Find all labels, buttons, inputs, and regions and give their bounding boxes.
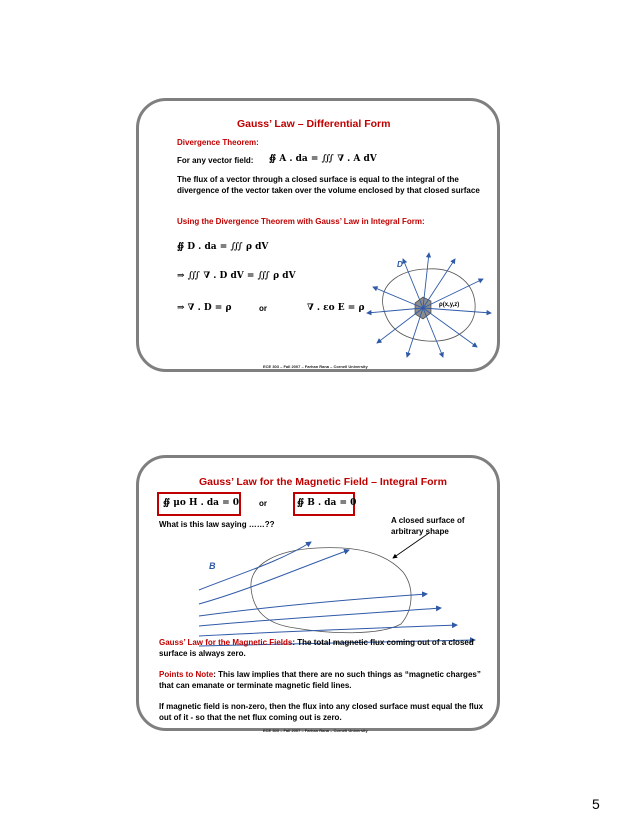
divergence-heading: Divergence Theorem:	[177, 138, 259, 147]
slide-title: Gauss’ Law – Differential Form	[237, 118, 391, 130]
nonzero-field-text: If magnetic field is non-zero, then the flux into any closed surface must equal the flux out of it - so that the net flux coming out is zero.	[159, 702, 484, 722]
surface-note: A closed surface of arbitrary shape	[391, 516, 465, 536]
volume-integral-equation: ⇒ ∭ ∇ . D dV = ∭ ρ dV	[177, 271, 296, 281]
differential-gauss-equation: ⇒ ∇ . D = ρ	[177, 303, 232, 313]
divergence-figure	[365, 251, 495, 361]
d-field-label: D	[397, 260, 403, 269]
points-heading: Points to Note	[159, 670, 214, 679]
h-flux-equation: ∯ μo H . da = 0	[163, 498, 240, 508]
magnetic-field-figure	[179, 528, 479, 648]
b-flux-equation: ∯ B . da = 0	[297, 498, 357, 508]
integral-gauss-equation: ∯ D . da = ∭ ρ dV	[177, 242, 269, 252]
slide-magnetic-field	[136, 455, 500, 731]
rho-label: ρ(x,y,z)	[439, 302, 460, 308]
slide-differential-form	[136, 98, 500, 372]
question-text: What is this law saying ……??	[159, 520, 275, 529]
law-heading: Gauss’ Law for the Magnetic Fields	[159, 638, 293, 647]
epsilon-e-equation: ∇ . εo E = ρ	[307, 303, 365, 313]
field-lines	[199, 542, 475, 646]
law-statement	[159, 638, 481, 659]
or-label: or	[259, 304, 267, 313]
using-theorem-heading: Using the Divergence Theorem with Gauss’ Law in Integral Form:	[177, 217, 425, 226]
points-text: : This law implies that there are no such things as “magnetic charges” that can emanate or terminate magnetic field lines.	[159, 670, 481, 690]
page-number: 5	[592, 796, 600, 812]
slide-footer: ECE 303 – Fall 2007 – Farhan Rana – Cornell University	[263, 728, 368, 733]
flux-paragraph: The flux of a vector through a closed surface is equal to the integral of the divergence of the vector taken over the volume enclosed by that closed surface	[177, 175, 480, 195]
points-to-note	[159, 670, 481, 691]
law-text: : The total magnetic flux coming out of a closed surface is always zero.	[159, 638, 474, 658]
slide-footer: ECE 303 – Fall 2007 – Farhan Rana – Cornell University	[263, 364, 368, 369]
divergence-equation: ∯ A . da = ∭ ∇ . A dV	[269, 154, 377, 164]
slide-title: Gauss’ Law for the Magnetic Field – Integral Form	[199, 476, 447, 488]
surface-pointer	[393, 533, 429, 558]
vector-field-label: For any vector field:	[177, 156, 254, 165]
b-field-label: B	[209, 561, 216, 571]
or-label: or	[259, 499, 267, 508]
